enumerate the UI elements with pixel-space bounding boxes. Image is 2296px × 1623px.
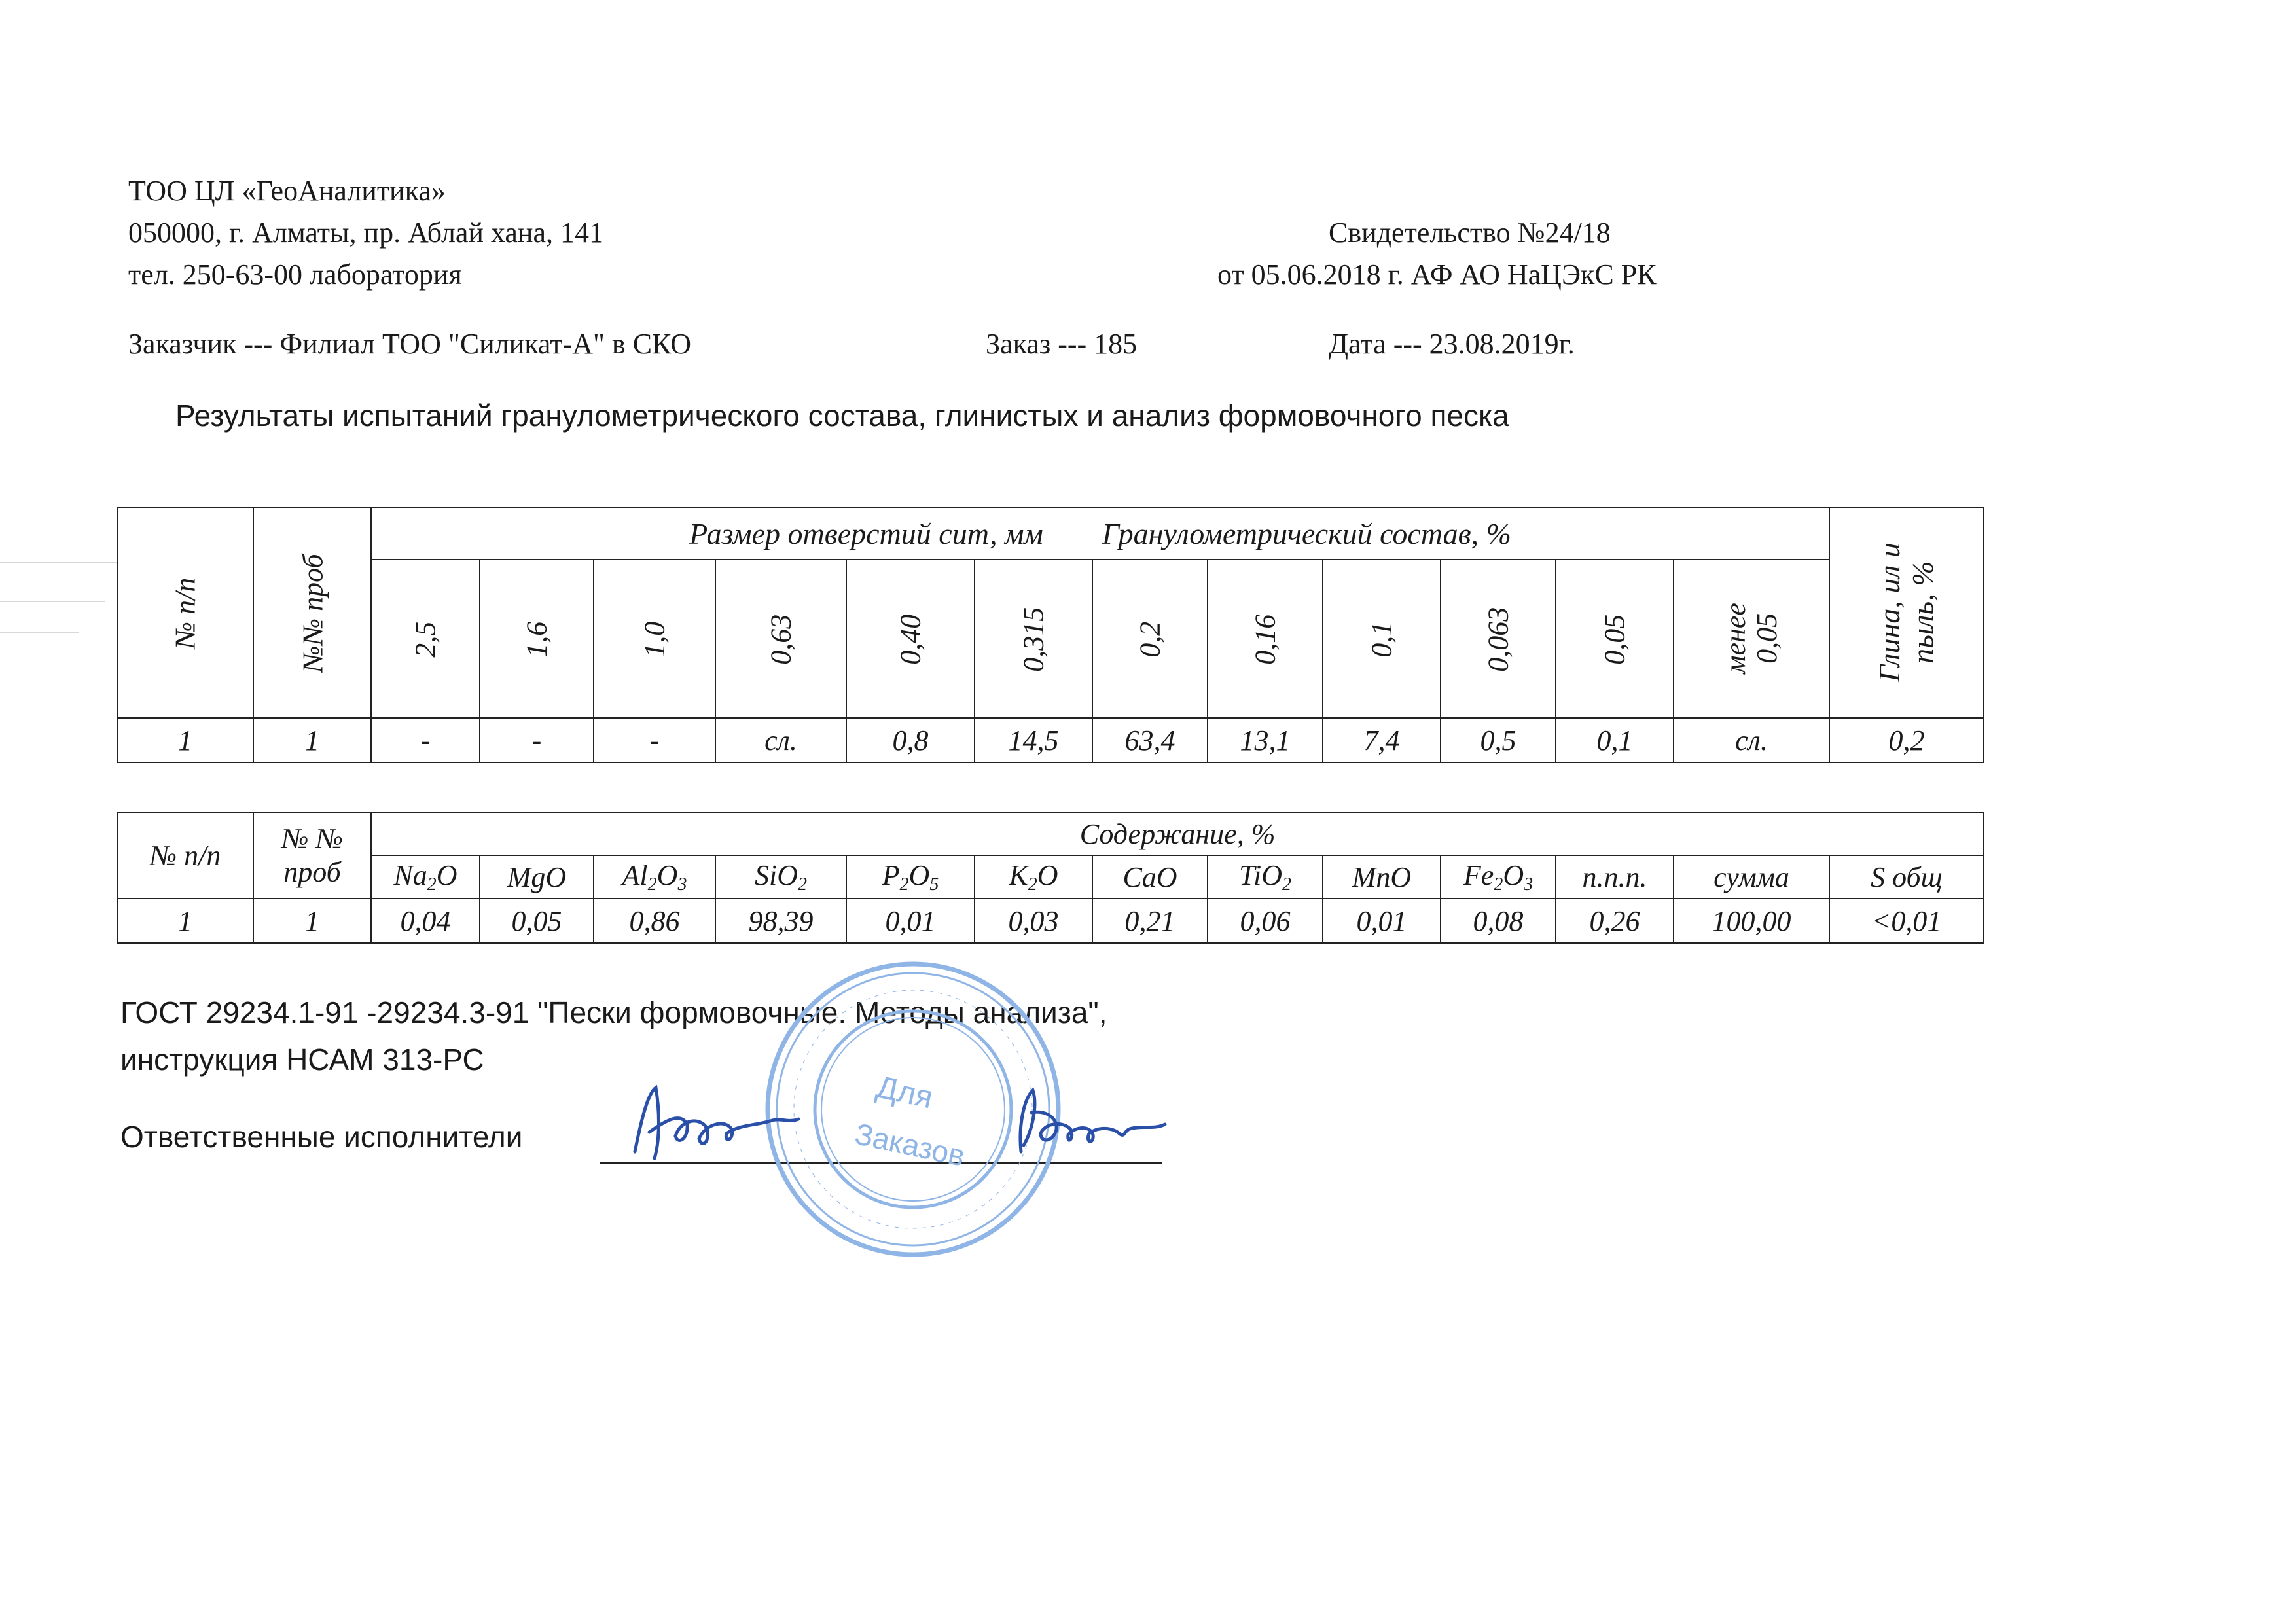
grain-size-header: 0,063 [1441, 560, 1556, 718]
grain-size-header: 1,6 [480, 560, 594, 718]
stamp-text-bottom: Заказов [852, 1116, 968, 1173]
chem-cell: 0,86 [594, 899, 715, 943]
order-date: Дата --- 23.08.2019г. [1329, 328, 1575, 360]
chem-cell: 0,21 [1092, 899, 1208, 943]
order-number: Заказ --- 185 [986, 328, 1138, 360]
grain-col-clay: Глина, ил и пыль, % [1829, 507, 1984, 718]
chem-cell: 0,01 [1323, 899, 1441, 943]
grain-cell: 63,4 [1092, 718, 1208, 762]
grain-col-num: № п/п [117, 507, 253, 718]
grain-size-header-less: менее 0,05 [1674, 560, 1829, 718]
grain-cell: 13,1 [1208, 718, 1323, 762]
grain-size-header: 2,5 [371, 560, 480, 718]
grain-cell: 0,1 [1556, 718, 1674, 762]
chem-oxide-header: MgO [480, 855, 594, 899]
chem-oxide-header: CaO [1092, 855, 1208, 899]
grain-cell: 14,5 [975, 718, 1092, 762]
grain-cell: сл. [715, 718, 846, 762]
grain-cell: 7,4 [1323, 718, 1441, 762]
chem-cell: 0,05 [480, 899, 594, 943]
chem-row-num: 1 [117, 899, 253, 943]
scan-artifact [0, 562, 118, 563]
grain-col-probe: №№ проб [253, 507, 371, 718]
chem-col-probe-top: № № [253, 812, 371, 855]
grain-size-header: 0,315 [975, 560, 1092, 718]
report-title: Результаты испытаний гранулометрического состава, глинистых и анализ формовочного песка [175, 399, 1509, 433]
chem-cell: 0,01 [846, 899, 975, 943]
certificate-issuer: от 05.06.2018 г. АФ АО НаЦЭкС РК [1217, 259, 1657, 291]
chem-cell: 100,00 [1674, 899, 1829, 943]
stamp-text-top: Для [873, 1069, 936, 1116]
grain-size-header: 0,05 [1556, 560, 1674, 718]
grain-row-num: 1 [117, 718, 253, 762]
chem-oxide-header: $Al_2O_3$ [594, 855, 715, 899]
grain-size-header: 1,0 [594, 560, 715, 718]
grain-cell: 0,8 [846, 718, 975, 762]
certificate-number: Свидетельство №24/18 [1329, 217, 1611, 249]
grain-cell: 0,2 [1829, 718, 1984, 762]
grain-size-header: 0,40 [846, 560, 975, 718]
chem-col-probe-bottom: проб [253, 855, 371, 899]
chem-oxide-header: $Na_2O$ [371, 855, 480, 899]
grain-cell: 0,5 [1441, 718, 1556, 762]
chem-oxide-header: SiO$_2$ [715, 855, 846, 899]
signature-right [995, 1073, 1172, 1165]
chem-col-s: S общ [1829, 855, 1984, 899]
chem-cell: 0,26 [1556, 899, 1674, 943]
grain-group-header: Размер отверстий сит, мм Гранулометрический состав, % [371, 507, 1829, 560]
chem-col-sum: сумма [1674, 855, 1829, 899]
chem-cell: 98,39 [715, 899, 846, 943]
chem-oxide-header: $K_2O$ [975, 855, 1092, 899]
org-address: 050000, г. Алматы, пр. Аблай хана, 141 [128, 217, 603, 249]
grain-cell: - [594, 718, 715, 762]
grain-size-header: 0,63 [715, 560, 846, 718]
org-name: ТОО ЦЛ «ГеоАналитика» [128, 175, 446, 207]
gost-reference: ГОСТ 29234.1-91 -29234.3-91 "Пески формовочные. Методы анализа", [120, 995, 1107, 1029]
grain-cell: сл. [1674, 718, 1829, 762]
instruction-reference: инструкция НСАМ 313-РС [120, 1043, 484, 1077]
chem-cell: 0,06 [1208, 899, 1323, 943]
org-phone: тел. 250-63-00 лаборатория [128, 259, 462, 291]
chem-row-probe: 1 [253, 899, 371, 943]
grain-size-header: 0,2 [1092, 560, 1208, 718]
chem-table-row [117, 899, 1984, 943]
chem-oxide-header: $Fe_2O_3$ [1441, 855, 1556, 899]
grain-cell: - [371, 718, 480, 762]
chem-oxide-header: TiO$_2$ [1208, 855, 1323, 899]
chem-cell: 0,04 [371, 899, 480, 943]
chem-cell: <0,01 [1829, 899, 1984, 943]
grain-size-header: 0,16 [1208, 560, 1323, 718]
signature-left [615, 1073, 812, 1171]
grain-row-probe: 1 [253, 718, 371, 762]
responsible-label: Ответственные исполнители [120, 1120, 523, 1154]
chem-col-ppp: п.п.п. [1556, 855, 1674, 899]
chem-cell: 0,03 [975, 899, 1092, 943]
scan-artifact [0, 632, 79, 633]
grain-table-row [117, 718, 1984, 762]
customer: Заказчик --- Филиал ТОО "Силикат-А" в СКО [128, 328, 692, 360]
chemical-table [117, 812, 1984, 944]
grain-size-header: 0,1 [1323, 560, 1441, 718]
scan-artifact [0, 601, 105, 602]
chem-oxide-header: $P_2O_5$ [846, 855, 975, 899]
chem-oxide-header: MnO [1323, 855, 1441, 899]
grain-cell: - [480, 718, 594, 762]
chem-group-header: Содержание, % [371, 812, 1984, 855]
chem-cell: 0,08 [1441, 899, 1556, 943]
grain-size-table [117, 507, 1984, 763]
chem-col-num: № п/п [117, 812, 253, 899]
